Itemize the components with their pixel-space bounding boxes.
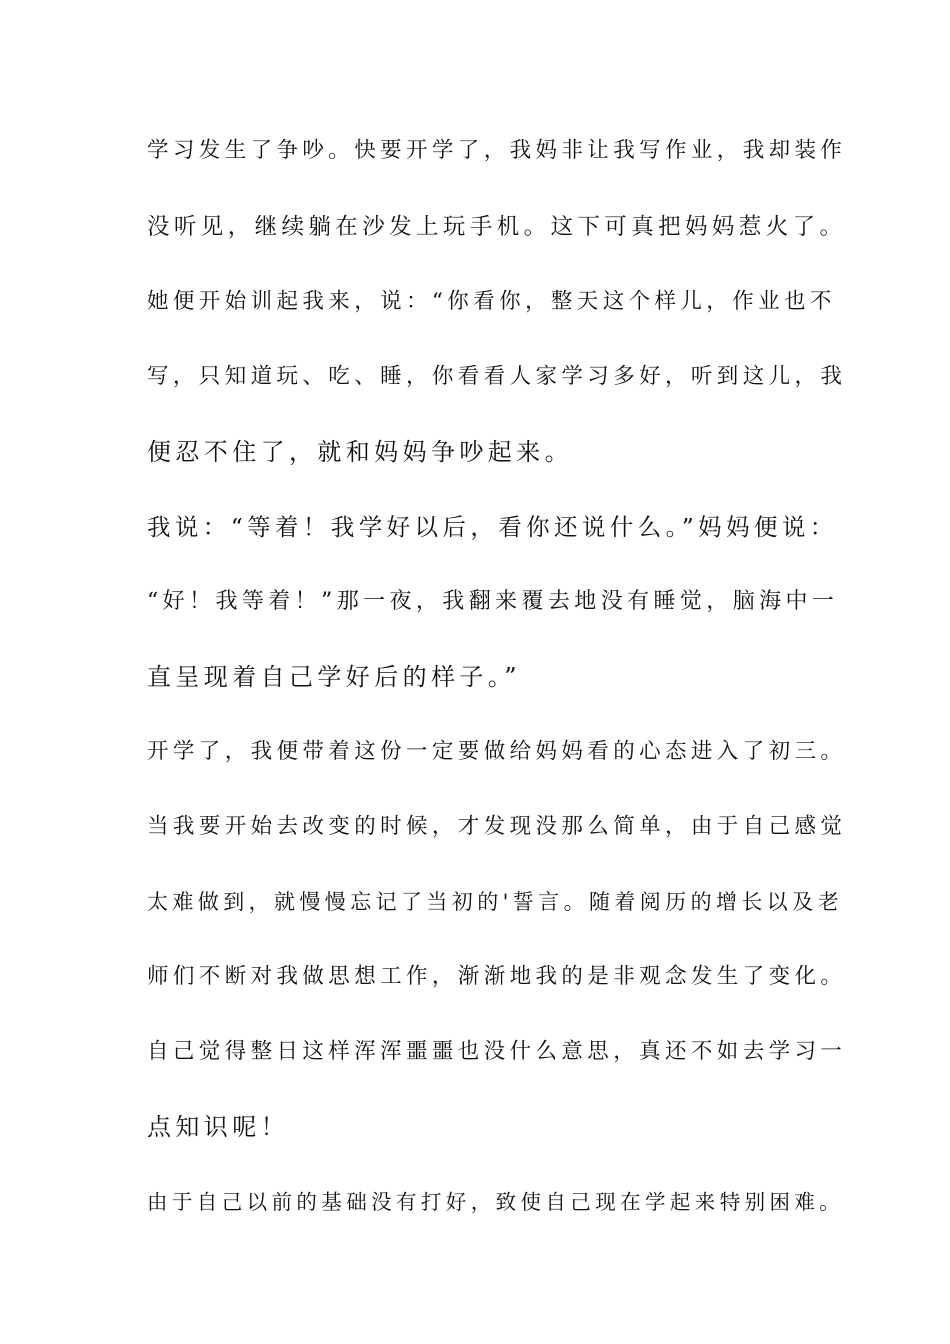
text-line: 没听见，继续躺在沙发上玩手机。这下可真把妈妈惹火了。 [147, 214, 847, 240]
text-line: 由于自己以前的基础没有打好，致使自己现在学起来特别困难。 [147, 1190, 845, 1214]
text-line: 便忍不住了，就和妈妈争吵起来。 [147, 438, 573, 466]
text-line: 开学了，我便带着这份一定要做给妈妈看的心态进入了初三。 [147, 739, 847, 764]
text-line: 我说：“等着！我学好以后，看你还说什么。”妈妈便说： [147, 513, 838, 541]
text-line: “好！我等着！”那一夜，我翻来覆去地没有睡觉，脑海中一 [147, 589, 839, 614]
text-line: 师们不断对我做思想工作，渐渐地我的是非观念发生了变化。 [147, 964, 847, 989]
text-line: 直呈现着自己学好后的样子。” [147, 663, 521, 691]
text-line: 她便开始训起我来，说：“你看你，整天这个样儿，作业也不 [147, 289, 836, 314]
text-line: 太难做到，就慢慢忘记了当初的'誓言。随着阅历的增长以及老 [147, 890, 843, 914]
text-line: 写，只知道玩、吃、睡，你看看人家学习多好，听到这儿，我 [147, 364, 847, 389]
text-line: 当我要开始去改变的时候，才发现没那么简单，由于自己感觉 [147, 814, 847, 839]
text-line: 学习发生了争吵。快要开学了，我妈非让我写作业，我却装作 [147, 138, 847, 163]
text-line: 点知识呢！ [147, 1113, 289, 1141]
text-line: 自己觉得整日这样浑浑噩噩也没什么意思，真还不如去学习一 [147, 1039, 847, 1064]
